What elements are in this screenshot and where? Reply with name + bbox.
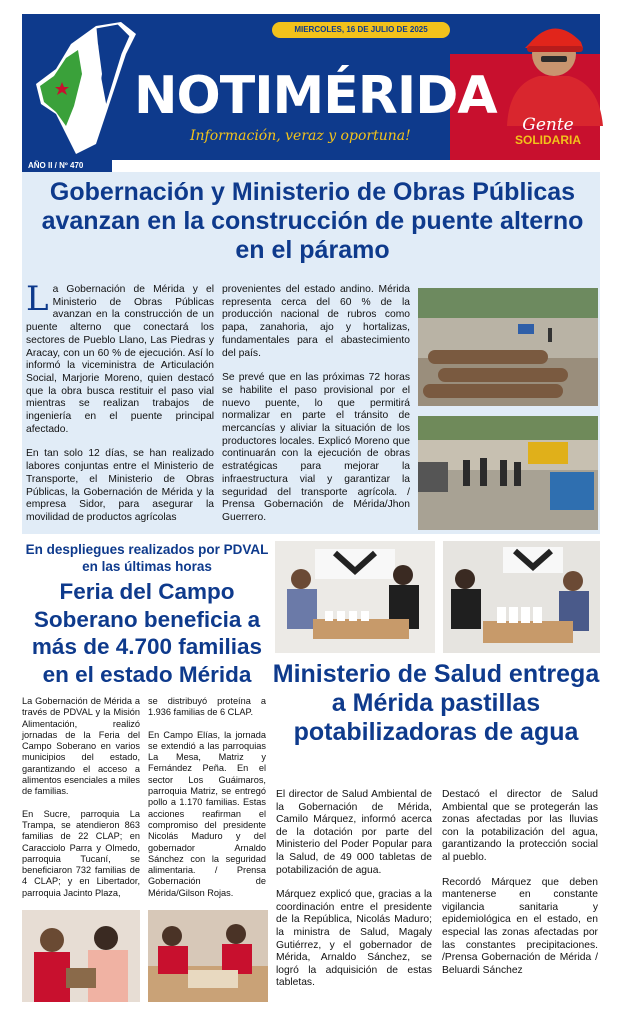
gente-text: Gente bbox=[522, 115, 574, 135]
tagline: Información, veraz y oportuna! bbox=[190, 128, 411, 144]
feria-headline: Feria del Campo Soberano beneficia a más de 4.700 familias en el estado Mérida bbox=[31, 579, 263, 687]
feria-paragraph: En Campo Elías, la jornada se extendió a las parroquias La Mesa, Matriz y Fernández Peña. En el sector Los Guáimaros, parroquia Matriz, se entregó pollo a 1.170 familias. Estas acciones reafirman el compromiso del presidente Nicolás Maduro y del gobernador Arnaldo Sánchez con la seguridad alimentaria. / Prensa Gobernación de Mérida/Gilson Rojas. bbox=[148, 729, 266, 898]
feria-kicker: En despliegues realizados por PDVAL en las últimas horas bbox=[25, 542, 269, 574]
salud-column-1 bbox=[276, 789, 432, 1002]
feria-paragraph: se distribuyó proteína a 1.936 familias de 6 CLAP. bbox=[148, 696, 266, 718]
salud-headline: Ministerio de Salud entrega a Mérida pastillas potabilizadoras de agua bbox=[272, 660, 600, 746]
governor-portrait bbox=[499, 14, 609, 126]
lead-paragraph: En tan solo 12 días, se han realizado labores conjuntas entre el Ministerio de Transporte, el Ministerio de Obras Públicas, la Gobernación de Mérida y la empresa Sidor, para asegurar la movilidad de productos agrícolas bbox=[26, 448, 214, 523]
feria-column-2 bbox=[148, 696, 266, 910]
lead-paragraph: Se prevé que en las próximas 72 horas se habilite el paso provisional por el nuevo puente, lo que permitirá normalizar en parte el tránsito de mercancías y aliviar la situación de los productores locales. Explicó Moreno que continuarán con la ejecución de obras estratégicas para mejorar la infraestructura vial y garantizar la seguridad del transporte agrícola. / Prensa Gobernación de Mérida/Jhon Guerrero. bbox=[222, 372, 410, 523]
salud-paragraph: Márquez explicó que, gracias a la coordinación entre el presidente de la República, Nicolás Maduro; la ministra de Salud, Magaly Gutiérrez, y el gobernador de Mérida, Arnaldo Sánchez, se logró la adquisición de estas tabletas. bbox=[276, 889, 432, 989]
lead-column-2 bbox=[222, 284, 410, 537]
feria-photo-2 bbox=[148, 910, 268, 1002]
lead-column-1 bbox=[26, 279, 214, 537]
salud-column-2 bbox=[442, 789, 598, 989]
salud-paragraph: El director de Salud Ambiental de la Gobernación de Mérida, Camilo Márquez, informó acerca de la dotación por parte del Ministerio del Poder Popular para la Salud, de 49 000 tabletas de potabilización de agua. bbox=[276, 789, 432, 876]
lead-headline: Gobernación y Ministerio de Obras Públicas avanzan en la construcción de puente alterno en el páramo bbox=[41, 178, 584, 264]
salud-paragraph: Recordó Márquez que deben mantenerse en constante vigilancia sanitaria y epidemiológica en el estado, en especial las zonas afectadas por las constantes precipitaciones. /Prensa Gobernación de Mérida / Beluardi Sánchez bbox=[442, 876, 598, 976]
edition-number: AÑO II / Nº 470 bbox=[22, 160, 112, 172]
issue-date: MIERCOLES, 16 DE JULIO DE 2025 bbox=[272, 22, 450, 38]
feria-photo-1 bbox=[22, 910, 140, 1002]
solidaria-text: SOLIDARIA bbox=[515, 133, 581, 147]
gente-solidaria-badge bbox=[503, 116, 593, 147]
lead-paragraph: provenientes del estado andino. Mérida representa cerca del 60 % de la producción nacional de rubros como papa, zanahoria, ajo y hortalizas, fundamentales para el abastecimiento del país. bbox=[222, 284, 410, 359]
feria-column-1 bbox=[22, 696, 140, 910]
salud-paragraph: Destacó el director de Salud Ambiental que se protegerán las zonas afectadas por las lluvias con la potabilización del agua, garantizando la protección social al pueblo. bbox=[442, 789, 598, 863]
lead-paragraph: a Gobernación de Mérida y el Ministerio de Obras Públicas avanzan en la construcción de un puente alterno que conectará los sectores de Pueblo Llano, Las Piedras y Aracay, con un 60 % de ejecución. Así lo informó la viceministra de Articulación Social, Marjorie Moreno, quien destacó que la obra busca restituir el paso vial mientras se realizan trabajos de ingeniería en el puente principal afectado. bbox=[26, 284, 214, 435]
feria-paragraph: La Gobernación de Mérida a través de PDVAL y la Misión Alimentación, realizó jornadas de la Feria del Campo Soberano en varios municipios del estado, garantizando el acceso a alimentos esenciales a miles de familias. bbox=[22, 696, 140, 797]
newspaper-brand: NOTIMÉRIDA bbox=[134, 66, 497, 126]
salud-photo-2 bbox=[443, 541, 600, 653]
salud-photo-1 bbox=[275, 541, 435, 653]
bridge-pipes-photo bbox=[418, 288, 598, 406]
drop-cap: L bbox=[26, 279, 49, 319]
feria-paragraph: En Sucre, parroquia La Trampa, se atendieron 863 familias de 22 CLAP; en Caracciolo Parra y Olmedo, parroquia Tucaní, se beneficiaron 732 familias de 4 CLAP; y en Libertador, parroquia Jacinto Plaza, bbox=[22, 808, 140, 898]
construction-site-photo bbox=[418, 416, 598, 530]
